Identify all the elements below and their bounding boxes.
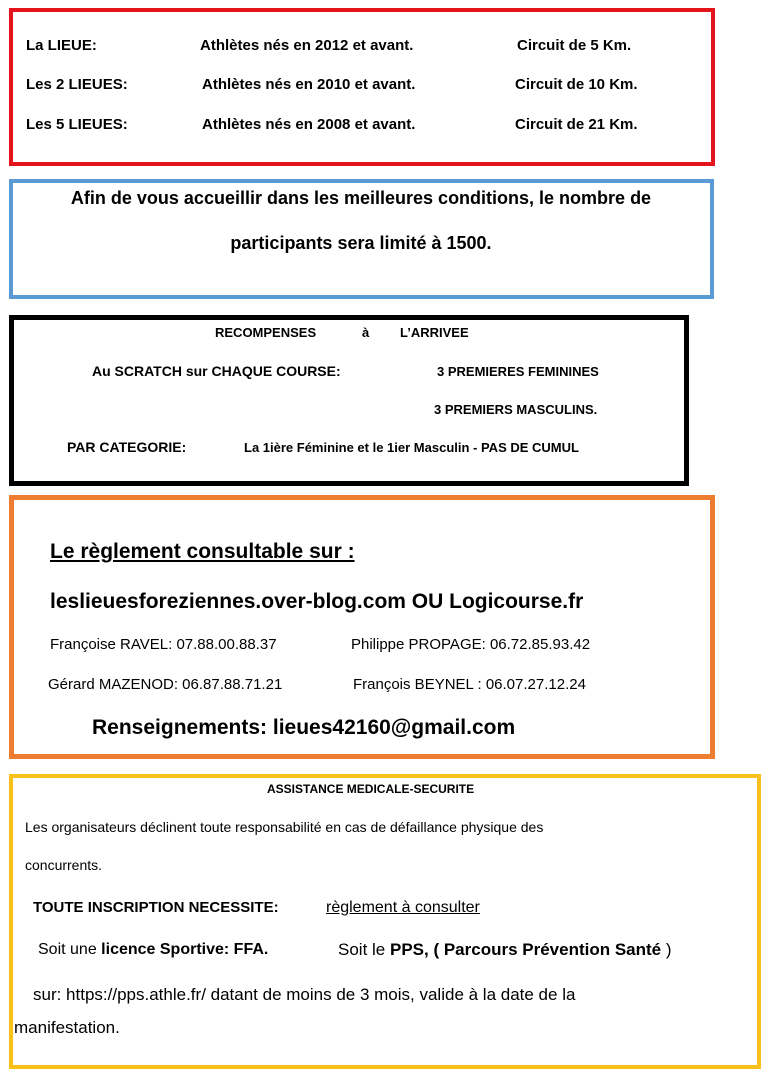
race-age-3: Athlètes nés en 2008 et avant. [202,116,416,133]
pps-name: PPS, ( Parcours Prévention Santé [389,940,662,959]
rewards-box [9,315,689,486]
contact-mazenod: Gérard MAZENOD: 06.87.88.71.21 [48,676,283,693]
race-circuit-3: Circuit de 21 Km. [515,116,638,133]
scratch-masculins: 3 PREMIERS MASCULINS. [434,402,598,417]
inscription-rules-link[interactable]: règlement à consulter [326,899,480,916]
scratch-feminines: 3 PREMIERES FEMININES [437,364,599,379]
inscription-label: TOUTE INSCRIPTION NECESSITE: [33,899,279,916]
pps-url-line-2: manifestation. [14,1018,120,1037]
race-circuit-1: Circuit de 5 Km. [517,37,632,54]
rewards-title-b: à [362,325,370,340]
limit-line-1: Afin de vous accueillir dans les meilleures conditions, le nombre de [70,188,652,208]
race-age-2: Athlètes nés en 2010 et avant. [202,76,416,93]
race-age-1: Athlètes nés en 2012 et avant. [200,37,414,54]
rules-websites[interactable]: leslieuesforeziennes.over-blog.com OU Logicourse.fr [50,590,584,613]
race-name-3: Les 5 LIEUES: [26,116,128,133]
limit-line-2: participants sera limité à 1500. [230,233,492,253]
rewards-title-a: RECOMPENSES [215,325,317,340]
disclaimer-line-1: Les organisateurs déclinent toute responsabilité en cas de défaillance physique des [25,819,544,835]
category-label: PAR CATEGORIE: [67,439,187,455]
pps-prefix: Soit le [338,940,386,959]
category-value: La 1ière Féminine et le 1ier Masculin - PAS DE CUMUL [244,440,579,455]
scratch-label: Au SCRATCH sur CHAQUE COURSE: [92,363,341,379]
contact-email[interactable]: Renseignements: lieues42160@gmail.com [92,716,516,739]
medical-title: ASSISTANCE MEDICALE-SECURITE [267,782,475,796]
licence-ffa: licence Sportive: FFA. [101,941,269,958]
contact-beynel: François BEYNEL : 06.07.27.12.24 [353,676,586,693]
pps-url-line[interactable]: sur: https://pps.athle.fr/ datant de moins de 3 mois, valide à la date de la [33,985,576,1004]
race-circuit-2: Circuit de 10 Km. [515,76,638,93]
pps-suffix: ) [665,940,672,959]
rules-heading: Le règlement consultable sur : [50,540,355,563]
pps-line [338,941,672,958]
licence-prefix: Soit une [38,941,97,958]
licence-line [38,942,268,958]
disclaimer-line-2: concurrents. [25,857,103,873]
contact-propage: Philippe PROPAGE: 06.72.85.93.42 [351,636,591,653]
rewards-title-c: L’ARRIVEE [400,325,469,340]
contact-ravel: Françoise RAVEL: 07.88.00.88.37 [50,636,277,653]
race-name-2: Les 2 LIEUES: [26,76,128,93]
race-name-1: La LIEUE: [26,37,97,54]
